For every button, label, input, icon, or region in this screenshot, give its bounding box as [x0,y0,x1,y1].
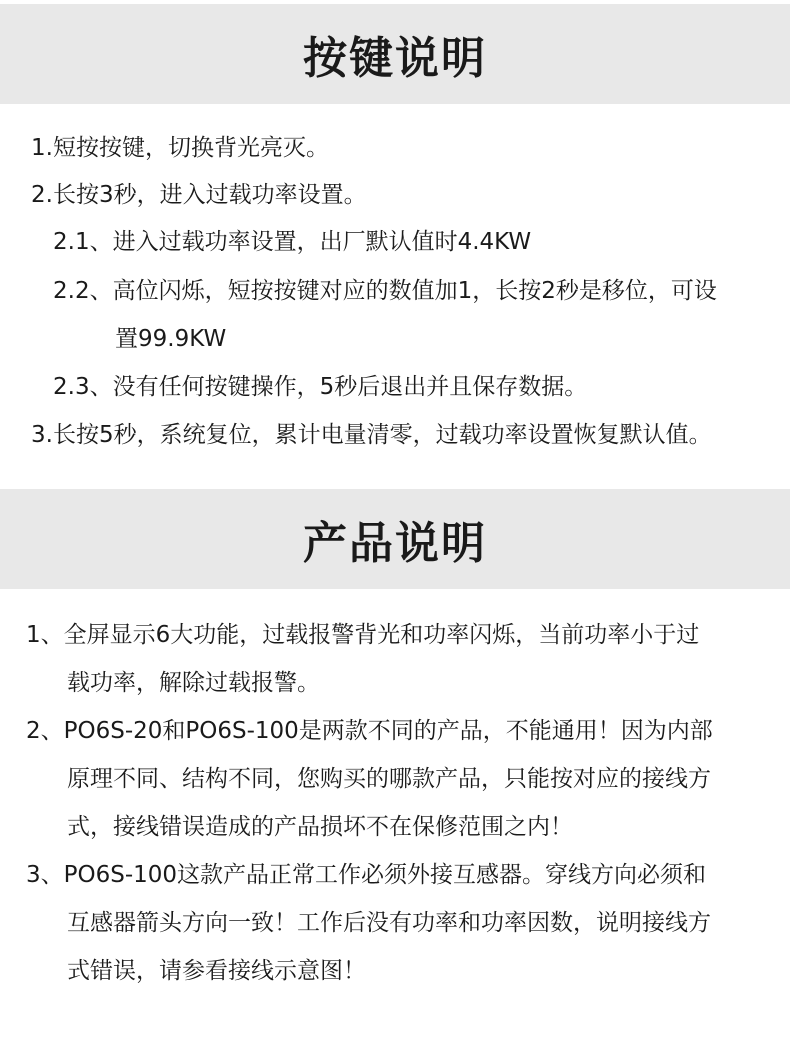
product-line-3-cont-2: 式错误，请参看接线示意图！ [67,958,366,984]
product-line-2: 2、PO6S-20和PO6S-100是两款不同的产品，不能通用！因为内部 [26,718,713,744]
product-line-1-cont: 载功率，解除过载报警。 [67,670,320,696]
key-line-3: 3.长按5秒，系统复位，累计电量清零，过载功率设置恢复默认值。 [31,422,712,448]
key-instructions-header [0,4,790,104]
key-line-2-2: 2.2、高位闪烁，短按按键对应的数值加1，长按2秒是移位，可设 [53,278,717,304]
key-line-2-2-cont: 置99.9KW [115,326,227,352]
product-description-title: 产品说明 [303,518,487,569]
key-line-2: 2.长按3秒，进入过载功率设置。 [31,182,367,208]
key-line-2-3: 2.3、没有任何按键操作，5秒后退出并且保存数据。 [53,374,588,400]
key-line-2-1: 2.1、进入过载功率设置，出厂默认值时4.4KW [53,229,532,255]
product-line-2-cont-1: 原理不同、结构不同，您购买的哪款产品，只能按对应的接线方 [67,766,711,792]
key-instructions-title: 按键说明 [303,33,487,84]
product-line-1: 1、全屏显示6大功能，过载报警背光和功率闪烁，当前功率小于过 [26,622,700,648]
product-description-header [0,489,790,589]
product-line-3: 3、PO6S-100这款产品正常工作必须外接互感器。穿线方向必须和 [26,862,707,888]
key-line-1: 1.短按按键，切换背光亮灭。 [31,135,329,161]
product-line-2-cont-2: 式，接线错误造成的产品损坏不在保修范围之内！ [67,814,573,840]
product-line-3-cont-1: 互感器箭头方向一致！工作后没有功率和功率因数，说明接线方 [67,910,711,936]
